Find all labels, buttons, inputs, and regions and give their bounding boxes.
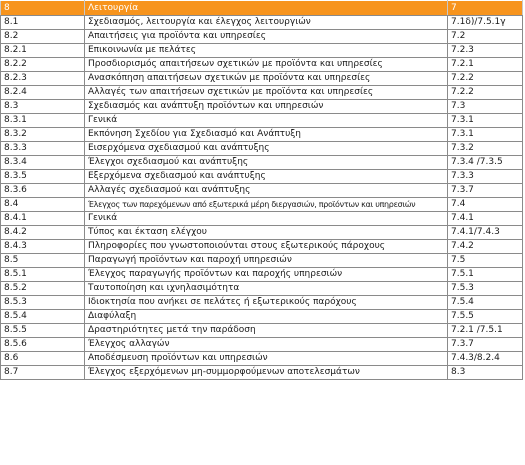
clause-number-cell: 8.4.1 [1, 212, 85, 226]
reference-cell: 7.1δ)/7.5.1γ [448, 16, 523, 30]
table-body [1, 16, 523, 380]
reference-cell: 7.5.5 [448, 310, 523, 324]
clause-number-cell: 8.4.2 [1, 226, 85, 240]
reference-cell: 7.2.3 [448, 44, 523, 58]
clause-title-cell: Τύπος και έκταση ελέγχου [85, 226, 448, 240]
clause-title-cell: Απαιτήσεις για προϊόντα και υπηρεσίες [85, 30, 448, 44]
reference-cell: 7.3.7 [448, 338, 523, 352]
table-row [1, 170, 523, 184]
reference-cell: 7.4 [448, 198, 523, 212]
reference-cell: 7.3.2 [448, 142, 523, 156]
reference-cell: 7.5.3 [448, 282, 523, 296]
clause-number-cell: 8.2 [1, 30, 85, 44]
clause-number-cell: 8.5.6 [1, 338, 85, 352]
clause-title-cell: Αλλαγές των απαιτήσεων σχετικών με προϊόντα και υπηρεσίες [85, 86, 448, 100]
clause-title-cell: Παραγωγή προϊόντων και παροχή υπηρεσιών [85, 254, 448, 268]
reference-cell: 7.2.1 [448, 58, 523, 72]
table-row [1, 324, 523, 338]
header-row [1, 1, 523, 16]
clause-title-cell: Αποδέσμευση προϊόντων και υπηρεσιών [85, 352, 448, 366]
clause-number-cell: 8.7 [1, 366, 85, 380]
reference-cell: 7.4.3/8.2.4 [448, 352, 523, 366]
clause-number-cell: 8.3 [1, 100, 85, 114]
table-row [1, 198, 523, 212]
reference-cell: 7.5.4 [448, 296, 523, 310]
clause-title-cell: Έλεγχοι σχεδιασμού και ανάπτυξης [85, 156, 448, 170]
reference-cell: 7.2 [448, 30, 523, 44]
table-row [1, 184, 523, 198]
clause-number-cell: 8.5.3 [1, 296, 85, 310]
table-row [1, 282, 523, 296]
reference-cell: 7.4.2 [448, 240, 523, 254]
table-row [1, 72, 523, 86]
clause-title-cell: Έλεγχος εξερχόμενων μη-συμμορφούμενων αποτελεσμάτων [85, 366, 448, 380]
table-row [1, 44, 523, 58]
reference-cell: 7.5.1 [448, 268, 523, 282]
reference-cell: 7.3.7 [448, 184, 523, 198]
reference-cell: 7.3.1 [448, 114, 523, 128]
table-row [1, 254, 523, 268]
table-row [1, 310, 523, 324]
clause-number-cell: 8.3.1 [1, 114, 85, 128]
clause-number-cell: 8.3.3 [1, 142, 85, 156]
clause-number-cell: 8.5.2 [1, 282, 85, 296]
clause-title-cell: Ταυτοποίηση και ιχνηλασιμότητα [85, 282, 448, 296]
clause-number-cell: 8.2.2 [1, 58, 85, 72]
clause-title-cell: Σχεδιασμός, λειτουργία και έλεγχος λειτουργιών [85, 16, 448, 30]
clause-number-cell: 8.3.4 [1, 156, 85, 170]
table-row [1, 366, 523, 380]
reference-cell: 7.2.2 [448, 72, 523, 86]
clause-title-cell: Προσδιορισμός απαιτήσεων σχετικών με προϊόντα και υπηρεσίες [85, 58, 448, 72]
table-row [1, 128, 523, 142]
table-row [1, 142, 523, 156]
clause-title-cell: Εισερχόμενα σχεδιασμού και ανάπτυξης [85, 142, 448, 156]
table-row [1, 338, 523, 352]
table-row [1, 240, 523, 254]
table-row [1, 212, 523, 226]
clause-number-cell: 8.3.5 [1, 170, 85, 184]
clause-number-cell: 8.3.2 [1, 128, 85, 142]
clause-title-cell: Εξερχόμενα σχεδιασμού και ανάπτυξης [85, 170, 448, 184]
clause-number-cell: 8.2.1 [1, 44, 85, 58]
clause-number-cell: 8.5.1 [1, 268, 85, 282]
clause-title-cell: Γενικά [85, 114, 448, 128]
reference-cell: 7.4.1/7.4.3 [448, 226, 523, 240]
reference-cell: 7.3.3 [448, 170, 523, 184]
clause-number-cell: 8.4.3 [1, 240, 85, 254]
clause-number-cell: 8.5.5 [1, 324, 85, 338]
clause-number-cell: 8.5 [1, 254, 85, 268]
table-row [1, 16, 523, 30]
table-row [1, 156, 523, 170]
reference-cell: 7.5 [448, 254, 523, 268]
clause-title-cell: Εκπόνηση Σχεδίου για Σχεδιασμό και Ανάπτυξη [85, 128, 448, 142]
clause-title-cell: Έλεγχος των παρεχόμενων από εξωτερικά μέρη διεργασιών, προϊόντων και υπηρεσιών [85, 198, 448, 212]
table-row [1, 268, 523, 282]
reference-cell: 8.3 [448, 366, 523, 380]
header-clause-number: 8 [1, 1, 85, 16]
header-title: Λειτουργία [85, 1, 448, 16]
table-header [1, 1, 523, 16]
clause-number-cell: 8.1 [1, 16, 85, 30]
table-row [1, 58, 523, 72]
clause-title-cell: Ανασκόπηση απαιτήσεων σχετικών με προϊόντα και υπηρεσίες [85, 72, 448, 86]
table-row [1, 86, 523, 100]
clause-number-cell: 8.5.4 [1, 310, 85, 324]
table-row [1, 114, 523, 128]
clause-title-cell: Ιδιοκτησία που ανήκει σε πελάτες ή εξωτερικούς παρόχους [85, 296, 448, 310]
clause-number-cell: 8.2.4 [1, 86, 85, 100]
clause-title-cell: Επικοινωνία με πελάτες [85, 44, 448, 58]
header-reference: 7 [448, 1, 523, 16]
reference-cell: 7.3 [448, 100, 523, 114]
clause-title-cell: Διαφύλαξη [85, 310, 448, 324]
table-row [1, 352, 523, 366]
clause-title-cell: Έλεγχος παραγωγής προϊόντων και παροχής υπηρεσιών [85, 268, 448, 282]
table-row [1, 296, 523, 310]
clause-number-cell: 8.3.6 [1, 184, 85, 198]
table-row [1, 30, 523, 44]
table-row [1, 100, 523, 114]
reference-cell: 7.2.2 [448, 86, 523, 100]
clause-number-cell: 8.4 [1, 198, 85, 212]
table-row [1, 226, 523, 240]
clause-number-cell: 8.6 [1, 352, 85, 366]
reference-cell: 7.2.1 /7.5.1 [448, 324, 523, 338]
clause-title-cell: Πληροφορίες που γνωστοποιούνται στους εξωτερικούς πάροχους [85, 240, 448, 254]
reference-cell: 7.3.1 [448, 128, 523, 142]
clause-title-cell: Σχεδιασμός και ανάπτυξη προϊόντων και υπηρεσιών [85, 100, 448, 114]
reference-cell: 7.4.1 [448, 212, 523, 226]
clause-number-cell: 8.2.3 [1, 72, 85, 86]
reference-cell: 7.3.4 /7.3.5 [448, 156, 523, 170]
clause-title-cell: Δραστηριότητες μετά την παράδοση [85, 324, 448, 338]
clause-title-cell: Γενικά [85, 212, 448, 226]
clause-title-cell: Αλλαγές σχεδιασμού και ανάπτυξης [85, 184, 448, 198]
clause-title-cell: Έλεγχος αλλαγών [85, 338, 448, 352]
